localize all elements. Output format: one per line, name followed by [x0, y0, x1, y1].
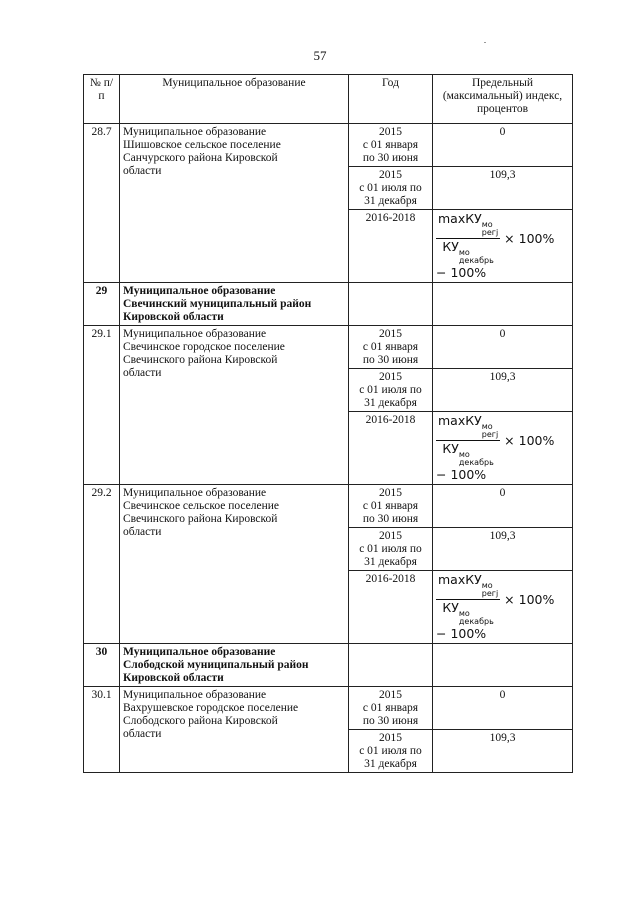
- municipality-name: [120, 124, 349, 283]
- formula: [436, 573, 554, 641]
- index-value: [433, 283, 573, 326]
- period-line: с 01 июля по: [359, 745, 422, 757]
- name-line: Вахрушевское городское поселение: [123, 702, 299, 714]
- period-year: 2015: [379, 126, 402, 138]
- period-line: по 30 июня: [362, 513, 419, 525]
- period-line: 31 декабря: [364, 397, 417, 409]
- table-row: [84, 485, 573, 528]
- row-number: 29.1: [84, 326, 120, 485]
- formula-numerator: maxКУ мо регj: [438, 211, 499, 237]
- formula-times: × 100%: [504, 230, 555, 246]
- formula-minus: − 100%: [436, 265, 487, 280]
- name-line: Слободского района Кировской: [123, 715, 278, 727]
- municipality-name: [120, 326, 349, 485]
- name-line: области: [123, 367, 162, 379]
- name-line: Шишовское сельское поселение: [123, 139, 281, 151]
- period-year: 2015: [379, 732, 402, 744]
- row-number: 30.1: [84, 687, 120, 773]
- period-cell: [349, 326, 433, 369]
- period-cell: [349, 283, 433, 326]
- table-row: [84, 687, 573, 730]
- period-line: с 01 января: [362, 139, 419, 151]
- header-municipality: Муниципальное образование: [120, 75, 349, 124]
- period-cell: [349, 485, 433, 528]
- name-line: области: [123, 165, 162, 177]
- table-row: [84, 644, 573, 687]
- period-line: с 01 января: [362, 500, 419, 512]
- period-line: с 01 июля по: [359, 384, 422, 396]
- index-value: 0: [433, 124, 573, 167]
- index-value: 109,3: [433, 369, 573, 412]
- formula-times: × 100%: [504, 432, 555, 448]
- period-year: 2015: [379, 689, 402, 701]
- name-line: Свечинского района Кировской: [123, 513, 278, 525]
- period-year: 2016-2018: [365, 414, 416, 426]
- name-line: Муниципальное образование: [123, 487, 267, 499]
- period-year: 2016-2018: [365, 212, 416, 224]
- name-line: Свечинский муниципальный район: [123, 298, 312, 310]
- name-line: Санчурского района Кировской: [123, 152, 278, 164]
- period-year: 2015: [379, 328, 402, 340]
- period-cell: [349, 167, 433, 210]
- index-formula: [433, 412, 573, 485]
- index-formula: [433, 210, 573, 283]
- period-line: с 01 января: [362, 702, 419, 714]
- name-line: области: [123, 728, 162, 740]
- table-row: [84, 326, 573, 369]
- period-year: 2016-2018: [365, 573, 416, 585]
- period-line: по 30 июня: [362, 354, 419, 366]
- period-year: 2015: [379, 487, 402, 499]
- name-line: Кировской области: [123, 672, 224, 684]
- index-value: 109,3: [433, 730, 573, 773]
- period-line: по 30 июня: [362, 152, 419, 164]
- table-row: [84, 283, 573, 326]
- period-line: с 01 июля по: [359, 543, 422, 555]
- formula: [436, 212, 554, 280]
- period-cell: [349, 687, 433, 730]
- row-number: 30: [84, 644, 120, 687]
- name-line: Муниципальное образование: [123, 126, 267, 138]
- municipality-name: [120, 485, 349, 644]
- page-number: 57: [313, 48, 327, 63]
- period-cell: [349, 412, 433, 485]
- name-line: Муниципальное образование: [123, 285, 276, 297]
- formula-denominator: КУ мо декабрь: [442, 441, 494, 467]
- period-line: с 01 января: [362, 341, 419, 353]
- period-line: 31 декабря: [364, 195, 417, 207]
- row-number: 29: [84, 283, 120, 326]
- period-cell: [349, 369, 433, 412]
- index-value: [433, 644, 573, 687]
- formula-times: × 100%: [504, 591, 555, 607]
- index-value: 0: [433, 485, 573, 528]
- index-value: 0: [433, 687, 573, 730]
- name-line: Муниципальное образование: [123, 328, 267, 340]
- period-cell: [349, 528, 433, 571]
- row-number: 29.2: [84, 485, 120, 644]
- index-value: 0: [433, 326, 573, 369]
- formula-denominator: КУ мо декабрь: [442, 239, 494, 265]
- formula: [436, 414, 554, 482]
- period-line: 31 декабря: [364, 556, 417, 568]
- municipality-name: [120, 283, 349, 326]
- header-year: Год: [349, 75, 433, 124]
- period-year: 2015: [379, 371, 402, 383]
- period-line: с 01 июля по: [359, 182, 422, 194]
- period-cell: [349, 644, 433, 687]
- period-line: 31 декабря: [364, 758, 417, 770]
- period-line: по 30 июня: [362, 715, 419, 727]
- scan-speck: [484, 42, 486, 43]
- period-year: 2015: [379, 169, 402, 181]
- table-header-row: [84, 75, 573, 124]
- period-cell: [349, 210, 433, 283]
- period-cell: [349, 124, 433, 167]
- header-num: № п/п: [84, 75, 120, 124]
- index-value: 109,3: [433, 167, 573, 210]
- formula-minus: − 100%: [436, 467, 487, 482]
- name-line: Свечинское городское поселение: [123, 341, 285, 353]
- name-line: Слободской муниципальный район: [123, 659, 309, 671]
- name-line: области: [123, 526, 162, 538]
- name-line: Свечинского района Кировской: [123, 354, 278, 366]
- municipality-name: [120, 687, 349, 773]
- name-line: Свечинское сельское поселение: [123, 500, 280, 512]
- index-value: 109,3: [433, 528, 573, 571]
- formula-denominator: КУ мо декабрь: [442, 600, 494, 626]
- name-line: Кировской области: [123, 311, 224, 323]
- row-number: 28.7: [84, 124, 120, 283]
- formula-minus: − 100%: [436, 626, 487, 641]
- name-line: Муниципальное образование: [123, 689, 267, 701]
- formula-numerator: maxКУ мо регj: [438, 572, 499, 598]
- period-cell: [349, 571, 433, 644]
- index-formula: [433, 571, 573, 644]
- header-index: Предельный (максимальный) индекс, процентов: [433, 75, 573, 124]
- table-row: [84, 124, 573, 167]
- municipality-name: [120, 644, 349, 687]
- formula-numerator: maxКУ мо регj: [438, 413, 499, 439]
- name-line: Муниципальное образование: [123, 646, 276, 658]
- tariff-index-table: [83, 74, 573, 773]
- period-year: 2015: [379, 530, 402, 542]
- period-cell: [349, 730, 433, 773]
